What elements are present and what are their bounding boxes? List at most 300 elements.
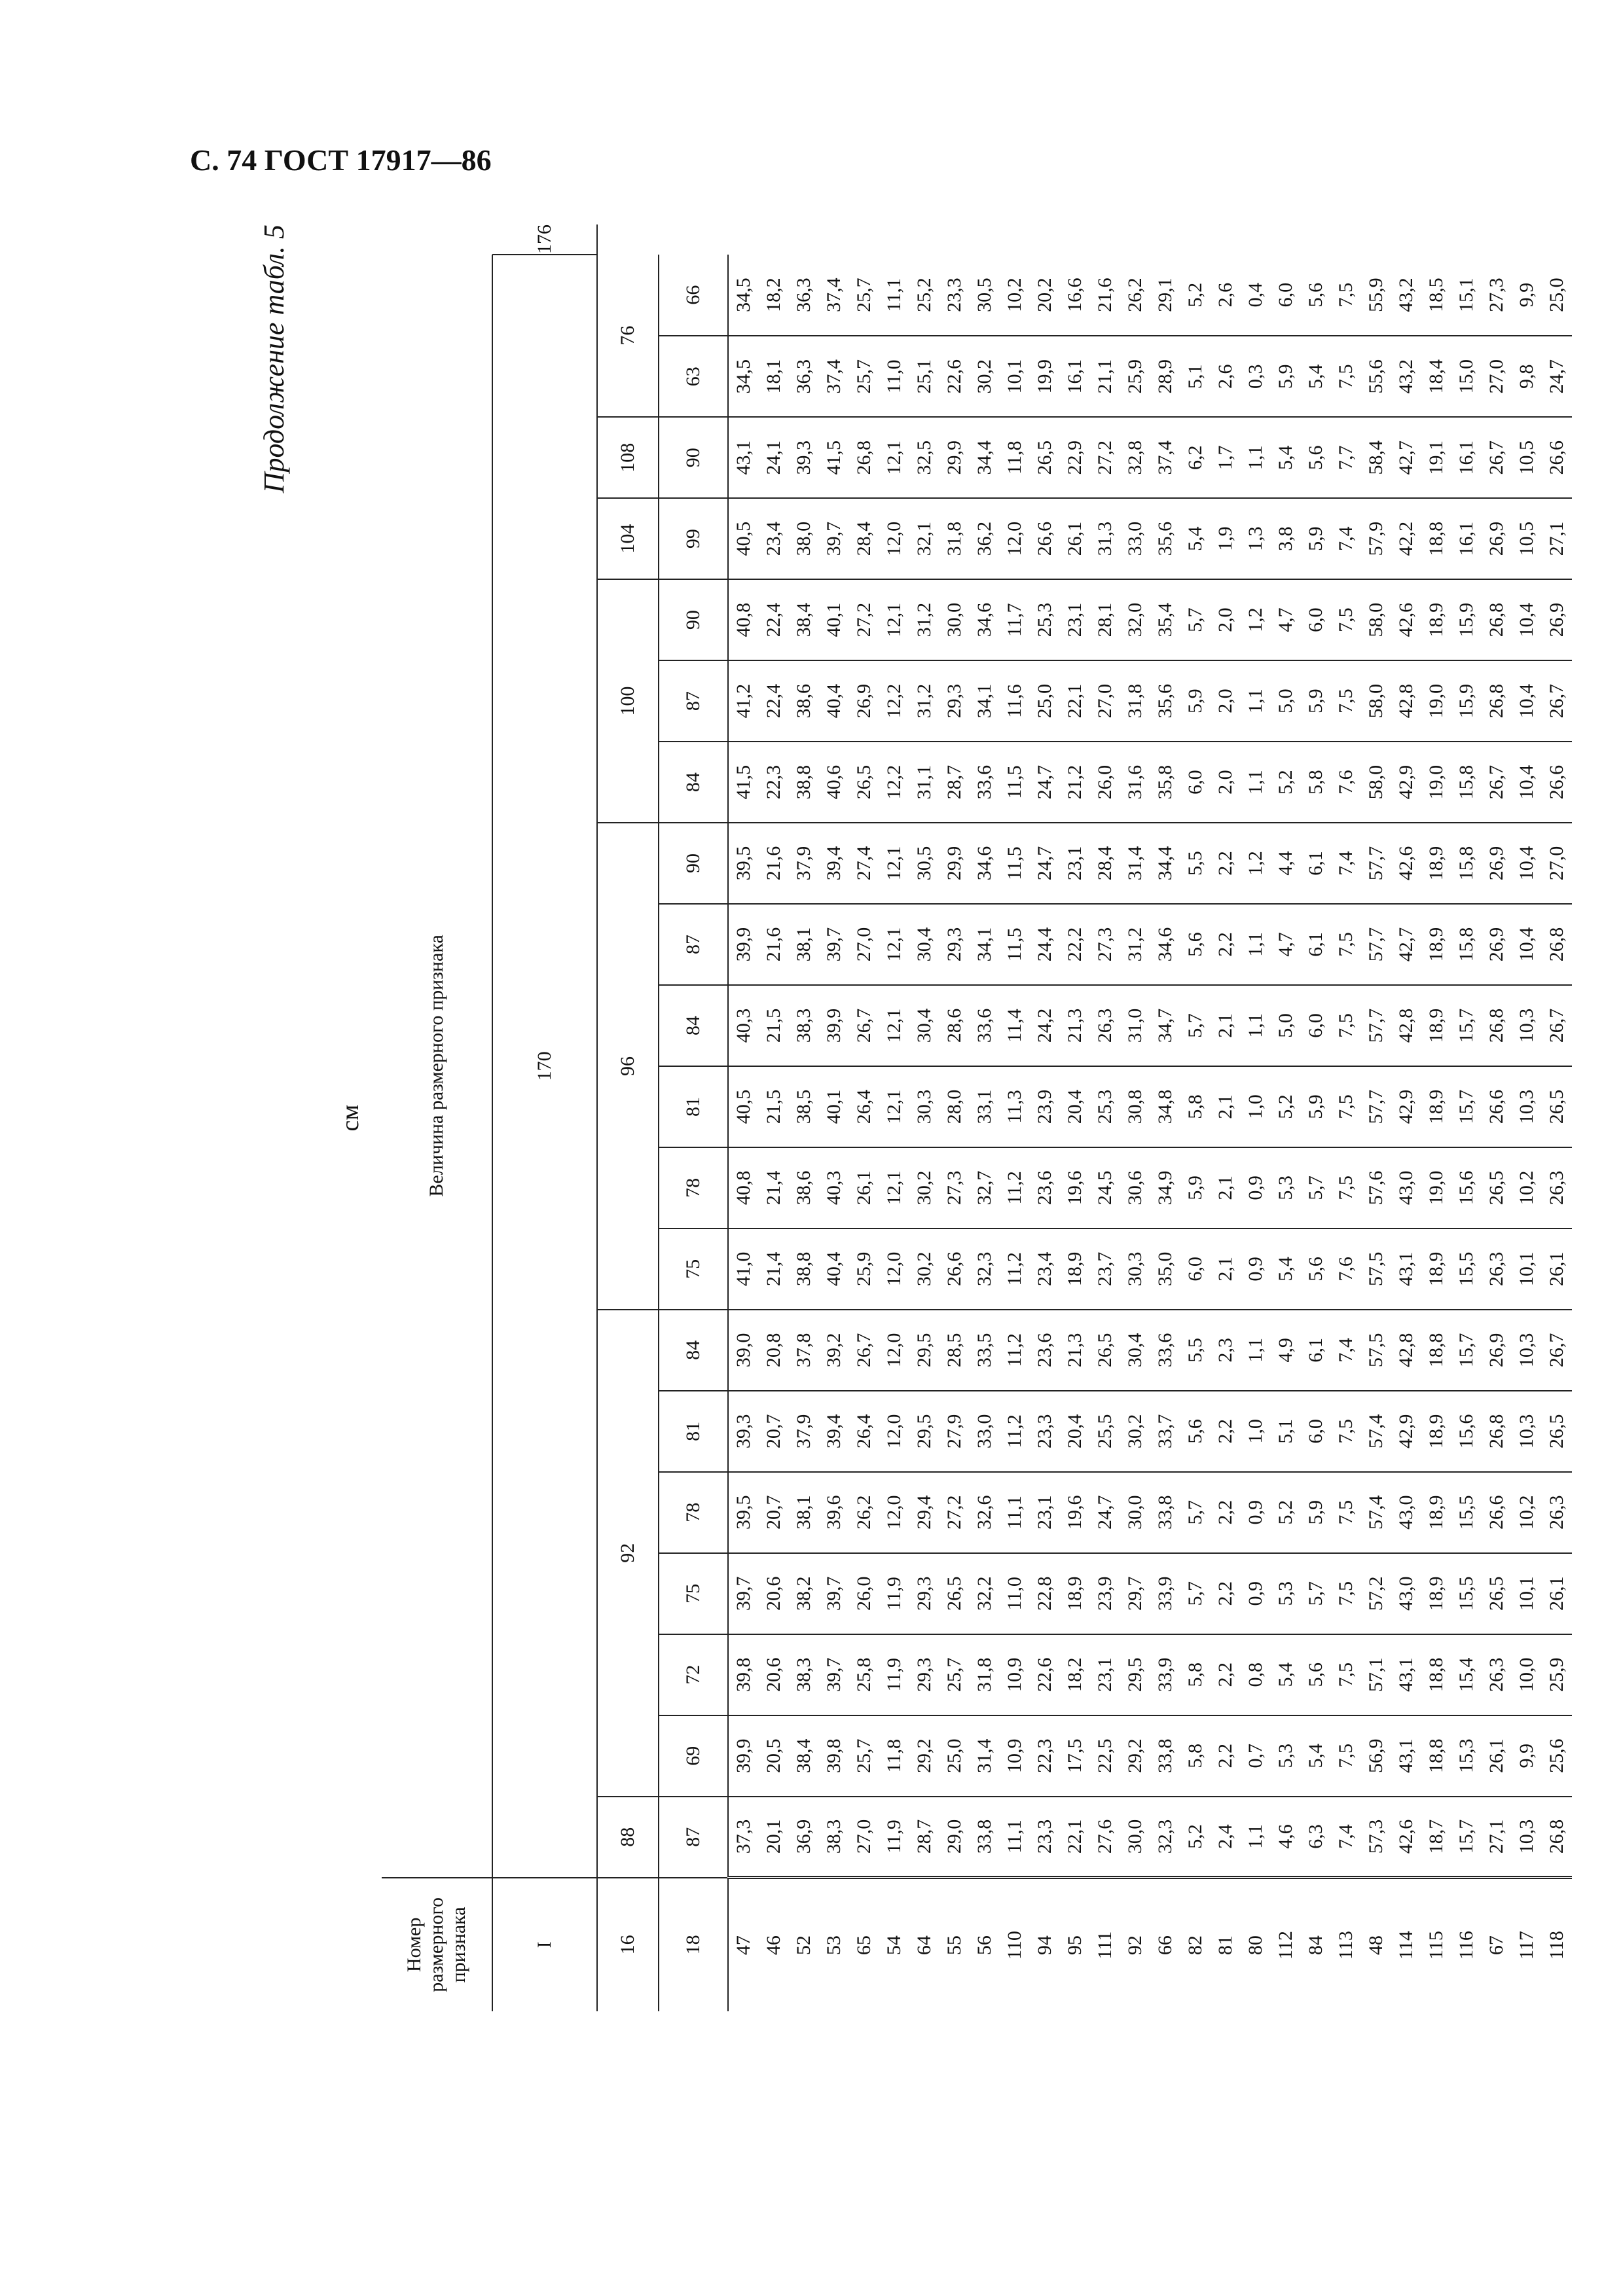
- table-cell: 42,9: [1391, 1391, 1421, 1472]
- table-cell: 27,3: [939, 1147, 970, 1229]
- row-number: 66: [1150, 1878, 1180, 2011]
- table-cell: 20,7: [759, 1391, 789, 1472]
- table-cell: 31,4: [970, 1715, 1000, 1797]
- table-cell: 11,3: [1000, 1066, 1030, 1147]
- table-cell: 27,0: [1482, 336, 1512, 417]
- table-cell: 20,4: [1060, 1391, 1090, 1472]
- table-cell: 37,4: [819, 255, 849, 336]
- table-cell: 5,6: [1301, 255, 1331, 336]
- table-cell: 38,2: [789, 1553, 819, 1634]
- table-cell: 12,0: [879, 1472, 909, 1553]
- table-cell: 5,0: [1271, 660, 1301, 742]
- table-cell: 40,1: [819, 1066, 849, 1147]
- table-row: [1331, 224, 1361, 2011]
- table-cell: 26,9: [1482, 904, 1512, 985]
- table-cell: 22,8: [1030, 1553, 1060, 1634]
- table-cell: 15,5: [1451, 1472, 1482, 1553]
- row-number: 81: [1211, 1878, 1241, 2011]
- table-cell: 57,9: [1361, 498, 1391, 579]
- table-cell: 39,4: [819, 823, 849, 904]
- table-cell: 25,7: [849, 336, 879, 417]
- table-cell: 6,0: [1301, 1391, 1331, 1472]
- table-cell: 26,3: [1542, 1472, 1572, 1553]
- table-cell: 0,8: [1241, 1634, 1271, 1715]
- row-number: 116: [1451, 1878, 1482, 2011]
- table-cell: 28,1: [1090, 579, 1120, 660]
- row-number: 111: [1090, 1878, 1120, 2011]
- table-cell: 2,6: [1211, 336, 1241, 417]
- table-cell: 16,6: [1060, 255, 1090, 336]
- rowlabel-header: Номер размерного признака: [382, 1878, 492, 2011]
- table-cell: 37,9: [789, 1391, 819, 1472]
- table-cell: 31,6: [1120, 742, 1150, 823]
- table-cell: 11,5: [1000, 904, 1030, 985]
- row-number: 67: [1482, 1878, 1512, 2011]
- table-cell: 37,3: [728, 1797, 759, 1878]
- table-cell: 26,9: [1482, 823, 1512, 904]
- table-cell: 25,9: [1120, 336, 1150, 417]
- table-cell: 2,0: [1211, 742, 1241, 823]
- table-cell: 25,0: [1542, 255, 1572, 336]
- table-cell: 39,9: [728, 1715, 759, 1797]
- table-cell: 42,7: [1391, 904, 1421, 985]
- table-cell: 38,3: [789, 1634, 819, 1715]
- table-row: [1512, 224, 1542, 2011]
- row-number: 80: [1241, 1878, 1271, 2011]
- table-cell: 5,1: [1271, 1391, 1301, 1472]
- table-cell: 15,9: [1451, 579, 1482, 660]
- table-cell: 4,6: [1271, 1797, 1301, 1878]
- value-title-header: Величина размерного признака: [382, 255, 492, 1878]
- table-cell: 26,5: [1542, 1066, 1572, 1147]
- table-cell: 21,3: [1060, 985, 1090, 1066]
- table-cell: 0,9: [1241, 1147, 1271, 1229]
- table-cell: 5,2: [1271, 1472, 1301, 1553]
- table-cell: 30,3: [1120, 1229, 1150, 1310]
- table-cell: 2,2: [1211, 1472, 1241, 1553]
- table-cell: 28,5: [939, 1310, 970, 1391]
- table-cell: 15,4: [1451, 1634, 1482, 1715]
- group-l2-header: 76: [597, 255, 659, 417]
- table-cell: 23,1: [1030, 1472, 1060, 1553]
- table-cell: 21,6: [759, 823, 789, 904]
- table-cell: 12,1: [879, 1147, 909, 1229]
- table-cell: 58,4: [1361, 417, 1391, 498]
- table-cell: 26,7: [1482, 417, 1512, 498]
- table-cell: 1,1: [1241, 417, 1271, 498]
- table-cell: 34,6: [970, 823, 1000, 904]
- table-cell: 23,1: [1090, 1634, 1120, 1715]
- table-cell: 2,1: [1211, 1066, 1241, 1147]
- table-row: [1060, 224, 1090, 2011]
- table-cell: 11,2: [1000, 1310, 1030, 1391]
- table-cell: 7,5: [1331, 1066, 1361, 1147]
- rotated-table-block: [257, 224, 1567, 2011]
- table-cell: 27,0: [849, 1797, 879, 1878]
- table-cell: 39,6: [819, 1472, 849, 1553]
- table-cell: 30,2: [909, 1147, 939, 1229]
- table-cell: 1,3: [1241, 498, 1271, 579]
- table-cell: 22,1: [1060, 660, 1090, 742]
- table-cell: 15,6: [1451, 1147, 1482, 1229]
- table-cell: 32,3: [1150, 1797, 1180, 1878]
- table-cell: 57,5: [1361, 1229, 1391, 1310]
- table-cell: 39,8: [819, 1715, 849, 1797]
- table-cell: 56,9: [1361, 1715, 1391, 1797]
- table-cell: 12,0: [879, 1229, 909, 1310]
- table-cell: 43,2: [1391, 255, 1421, 336]
- column-header: 81: [659, 1066, 728, 1147]
- table-cell: 18,9: [1421, 1066, 1451, 1147]
- table-cell: 40,3: [728, 985, 759, 1066]
- table-cell: 7,5: [1331, 1147, 1361, 1229]
- table-cell: 29,5: [1120, 1634, 1150, 1715]
- table-cell: 7,4: [1331, 1310, 1361, 1391]
- table-cell: 7,4: [1331, 498, 1361, 579]
- table-cell: 5,4: [1271, 1229, 1301, 1310]
- table-cell: 26,1: [1542, 1553, 1572, 1634]
- table-cell: 39,8: [728, 1634, 759, 1715]
- table-cell: 26,9: [849, 660, 879, 742]
- table-cell: 26,5: [1090, 1310, 1120, 1391]
- table-cell: 28,9: [1150, 336, 1180, 417]
- table-row: [1421, 224, 1451, 2011]
- table-cell: 22,3: [759, 742, 789, 823]
- table-cell: 34,1: [970, 904, 1000, 985]
- table-cell: 10,1: [1512, 1229, 1542, 1310]
- table-cell: 2,2: [1211, 1391, 1241, 1472]
- column-header: 78: [659, 1472, 728, 1553]
- table-cell: 7,5: [1331, 1715, 1361, 1797]
- table-cell: 19,0: [1421, 660, 1451, 742]
- table-cell: 22,6: [939, 336, 970, 417]
- table-cell: 42,2: [1391, 498, 1421, 579]
- table-cell: 26,1: [1542, 1229, 1572, 1310]
- table-cell: 26,8: [1482, 660, 1512, 742]
- table-cell: 25,3: [1030, 579, 1060, 660]
- table-cell: 10,4: [1512, 742, 1542, 823]
- table-cell: 41,5: [819, 417, 849, 498]
- table-cell: 5,6: [1301, 417, 1331, 498]
- table-cell: 42,9: [1391, 1066, 1421, 1147]
- table-cell: 41,2: [728, 660, 759, 742]
- table-cell: 2,2: [1211, 904, 1241, 985]
- table-cell: 5,4: [1271, 1634, 1301, 1715]
- table-cell: 10,4: [1512, 660, 1542, 742]
- table-cell: 40,1: [819, 579, 849, 660]
- table-cell: 15,8: [1451, 742, 1482, 823]
- column-header: 84: [659, 985, 728, 1066]
- table-cell: 5,6: [1301, 1634, 1331, 1715]
- table-cell: 24,5: [1090, 1147, 1120, 1229]
- table-cell: 27,0: [1542, 823, 1572, 904]
- table-cell: 33,0: [970, 1391, 1000, 1472]
- table-cell: 31,2: [1120, 904, 1150, 985]
- table-cell: 5,9: [1301, 1066, 1331, 1147]
- table-cell: 5,6: [1301, 1229, 1331, 1310]
- table-cell: 10,4: [1512, 823, 1542, 904]
- table-cell: 39,9: [728, 904, 759, 985]
- table-cell: 2,1: [1211, 985, 1241, 1066]
- table-cell: 26,5: [1482, 1553, 1512, 1634]
- table-cell: 25,5: [1090, 1391, 1120, 1472]
- table-cell: 25,9: [849, 1229, 879, 1310]
- table-cell: 38,3: [819, 1797, 849, 1878]
- table-cell: 25,6: [1542, 1715, 1572, 1797]
- table-cell: 28,7: [909, 1797, 939, 1878]
- table-cell: 26,6: [1542, 417, 1572, 498]
- table-cell: 11,1: [879, 255, 909, 336]
- table-cell: 20,6: [759, 1634, 789, 1715]
- table-cell: 26,8: [1542, 1797, 1572, 1878]
- table-cell: 23,3: [1030, 1797, 1060, 1878]
- table-cell: 2,2: [1211, 823, 1241, 904]
- table-cell: 7,5: [1331, 255, 1361, 336]
- table-cell: 11,0: [1000, 1553, 1030, 1634]
- table-cell: 26,1: [849, 1147, 879, 1229]
- table-cell: 33,9: [1150, 1634, 1180, 1715]
- table-cell: 33,6: [970, 742, 1000, 823]
- table-cell: 25,9: [1542, 1634, 1572, 1715]
- table-cell: 26,0: [1090, 742, 1120, 823]
- table-cell: 27,2: [939, 1472, 970, 1553]
- table-cell: 2,6: [1211, 255, 1241, 336]
- data-table: [382, 224, 1572, 2011]
- table-cell: 15,5: [1451, 1553, 1482, 1634]
- table-row: [728, 224, 759, 2011]
- table-cell: 24,7: [1030, 742, 1060, 823]
- table-cell: 10,0: [1512, 1634, 1542, 1715]
- table-row: [1301, 224, 1331, 2011]
- table-cell: 38,6: [789, 1147, 819, 1229]
- table-cell: 29,2: [1120, 1715, 1150, 1797]
- table-cell: 37,4: [1150, 417, 1180, 498]
- table-cell: 16,1: [1060, 336, 1090, 417]
- table-cell: 3,8: [1271, 498, 1301, 579]
- table-cell: 21,4: [759, 1147, 789, 1229]
- table-cell: 6,1: [1301, 823, 1331, 904]
- table-cell: 33,9: [1150, 1553, 1180, 1634]
- table-cell: 21,6: [1090, 255, 1120, 336]
- group-l1-header: 176: [492, 224, 597, 255]
- table-cell: 6,0: [1180, 742, 1211, 823]
- table-cell: 26,3: [1482, 1229, 1512, 1310]
- table-cell: 34,5: [728, 255, 759, 336]
- level2-label: 16: [597, 1878, 659, 2011]
- table-cell: 12,1: [879, 904, 909, 985]
- table-cell: 26,5: [939, 1553, 970, 1634]
- table-cell: 7,5: [1331, 904, 1361, 985]
- table-cell: 28,4: [1090, 823, 1120, 904]
- table-cell: 25,3: [1090, 1066, 1120, 1147]
- table-cell: 40,5: [728, 498, 759, 579]
- table-cell: 26,7: [849, 985, 879, 1066]
- row-number: 115: [1421, 1878, 1451, 2011]
- row-number: 47: [728, 1878, 759, 2011]
- table-cell: 24,7: [1030, 823, 1060, 904]
- table-cell: 19,9: [1030, 336, 1060, 417]
- table-cell: 2,2: [1211, 1715, 1241, 1797]
- table-cell: 5,4: [1301, 336, 1331, 417]
- table-cell: 19,0: [1421, 742, 1451, 823]
- table-cell: 26,2: [849, 1472, 879, 1553]
- table-cell: 30,4: [909, 904, 939, 985]
- table-cell: 43,2: [1391, 336, 1421, 417]
- table-cell: 18,9: [1421, 579, 1451, 660]
- table-cell: 5,7: [1180, 1553, 1211, 1634]
- table-cell: 57,6: [1361, 1147, 1391, 1229]
- table-cell: 29,5: [909, 1391, 939, 1472]
- table-cell: 30,4: [909, 985, 939, 1066]
- table-cell: 11,9: [879, 1797, 909, 1878]
- table-cell: 25,7: [849, 255, 879, 336]
- page-header: С. 74 ГОСТ 17917—86: [190, 143, 492, 177]
- table-cell: 10,3: [1512, 1066, 1542, 1147]
- table-cell: 5,8: [1180, 1066, 1211, 1147]
- table-cell: 23,4: [1030, 1229, 1060, 1310]
- table-cell: 20,4: [1060, 1066, 1090, 1147]
- table-row: [1361, 224, 1391, 2011]
- table-cell: 23,9: [1030, 1066, 1060, 1147]
- table-cell: 10,4: [1512, 579, 1542, 660]
- table-cell: 26,7: [1542, 985, 1572, 1066]
- table-cell: 2,0: [1211, 660, 1241, 742]
- table-row: [1150, 224, 1180, 2011]
- table-cell: 6,1: [1301, 904, 1331, 985]
- table-cell: 30,2: [1120, 1391, 1150, 1472]
- table-cell: 6,1: [1301, 1310, 1331, 1391]
- table-cell: 1,1: [1241, 904, 1271, 985]
- table-cell: 1,7: [1211, 417, 1241, 498]
- table-cell: 23,7: [1090, 1229, 1120, 1310]
- table-cell: 26,3: [1542, 1147, 1572, 1229]
- table-cell: 55,9: [1361, 255, 1391, 336]
- table-cell: 21,1: [1090, 336, 1120, 417]
- table-row: [1030, 224, 1060, 2011]
- table-cell: 25,0: [939, 1715, 970, 1797]
- table-cell: 22,6: [1030, 1634, 1060, 1715]
- table-cell: 30,6: [1120, 1147, 1150, 1229]
- table-cell: 32,7: [970, 1147, 1000, 1229]
- level1-label: I: [492, 1878, 597, 2011]
- table-cell: 11,2: [1000, 1229, 1030, 1310]
- table-row: [1090, 224, 1120, 2011]
- table-cell: 43,1: [1391, 1229, 1421, 1310]
- table-cell: 0,9: [1241, 1472, 1271, 1553]
- table-cell: 57,4: [1361, 1472, 1391, 1553]
- table-cell: 5,8: [1180, 1634, 1211, 1715]
- row-number: 53: [819, 1878, 849, 2011]
- table-cell: 42,8: [1391, 985, 1421, 1066]
- table-cell: 12,2: [879, 742, 909, 823]
- table-cell: 11,6: [1000, 660, 1030, 742]
- table-cell: 26,1: [1482, 1715, 1512, 1797]
- table-cell: 23,3: [1030, 1391, 1060, 1472]
- table-cell: 6,0: [1180, 1229, 1211, 1310]
- table-cell: 29,1: [1150, 255, 1180, 336]
- table-cell: 57,2: [1361, 1553, 1391, 1634]
- column-header: 72: [659, 1634, 728, 1715]
- table-cell: 30,8: [1120, 1066, 1150, 1147]
- table-cell: 55,6: [1361, 336, 1391, 417]
- table-cell: 34,6: [970, 579, 1000, 660]
- unit-label: см: [337, 1104, 364, 1132]
- table-cell: 10,2: [1512, 1472, 1542, 1553]
- table-cell: 33,6: [1150, 1310, 1180, 1391]
- table-cell: 26,7: [1542, 660, 1572, 742]
- table-cell: 39,3: [728, 1391, 759, 1472]
- table-cell: 28,4: [849, 498, 879, 579]
- table-cell: 18,9: [1421, 823, 1451, 904]
- table-cell: 5,5: [1180, 823, 1211, 904]
- table-cell: 57,7: [1361, 1066, 1391, 1147]
- table-cell: 39,7: [819, 904, 849, 985]
- table-cell: 31,2: [909, 660, 939, 742]
- table-cell: 1,1: [1241, 985, 1271, 1066]
- table-cell: 5,3: [1271, 1553, 1301, 1634]
- table-cell: 2,2: [1211, 1553, 1241, 1634]
- table-cell: 27,0: [1090, 660, 1120, 742]
- table-cell: 22,1: [1060, 1797, 1090, 1878]
- table-cell: 33,8: [1150, 1715, 1180, 1797]
- table-cell: 7,5: [1331, 336, 1361, 417]
- table-row: [1180, 224, 1211, 2011]
- table-cell: 15,7: [1451, 985, 1482, 1066]
- row-number: 92: [1120, 1878, 1150, 2011]
- table-row: [1211, 224, 1241, 2011]
- column-header: 63: [659, 336, 728, 417]
- table-cell: 30,5: [970, 255, 1000, 336]
- table-cell: 43,1: [728, 417, 759, 498]
- table-cell: 15,7: [1451, 1310, 1482, 1391]
- table-cell: 7,4: [1331, 823, 1361, 904]
- table-cell: 0,7: [1241, 1715, 1271, 1797]
- table-cell: 5,2: [1271, 742, 1301, 823]
- table-cell: 0,3: [1241, 336, 1271, 417]
- table-cell: 26,3: [1482, 1634, 1512, 1715]
- table-cell: 5,4: [1180, 498, 1211, 579]
- table-cell: 18,8: [1421, 1634, 1451, 1715]
- table-cell: 29,3: [939, 904, 970, 985]
- level3-label: 18: [659, 1878, 728, 2011]
- table-cell: 15,7: [1451, 1066, 1482, 1147]
- table-cell: 39,5: [728, 1472, 759, 1553]
- table-row: [939, 224, 970, 2011]
- table-cell: 21,3: [1060, 1310, 1090, 1391]
- table-cell: 18,2: [1060, 1634, 1090, 1715]
- table-row: [1451, 224, 1482, 2011]
- column-header: 87: [659, 904, 728, 985]
- table-cell: 26,6: [1482, 1066, 1512, 1147]
- table-cell: 1,0: [1241, 1066, 1271, 1147]
- table-cell: 35,6: [1150, 498, 1180, 579]
- table-cell: 20,7: [759, 1472, 789, 1553]
- row-number: 94: [1030, 1878, 1060, 2011]
- table-cell: 5,3: [1271, 1147, 1301, 1229]
- table-row: [1271, 224, 1301, 2011]
- table-cell: 29,2: [909, 1715, 939, 1797]
- table-row: [879, 224, 909, 2011]
- table-cell: 11,2: [1000, 1147, 1030, 1229]
- table-cell: 17,5: [1060, 1715, 1090, 1797]
- table-cell: 39,4: [819, 1391, 849, 1472]
- table-cell: 1,1: [1241, 1310, 1271, 1391]
- table-cell: 34,5: [728, 336, 759, 417]
- table-cell: 30,2: [909, 1229, 939, 1310]
- row-number: 114: [1391, 1878, 1421, 2011]
- table-cell: 7,6: [1331, 1229, 1361, 1310]
- table-cell: 43,1: [1391, 1715, 1421, 1797]
